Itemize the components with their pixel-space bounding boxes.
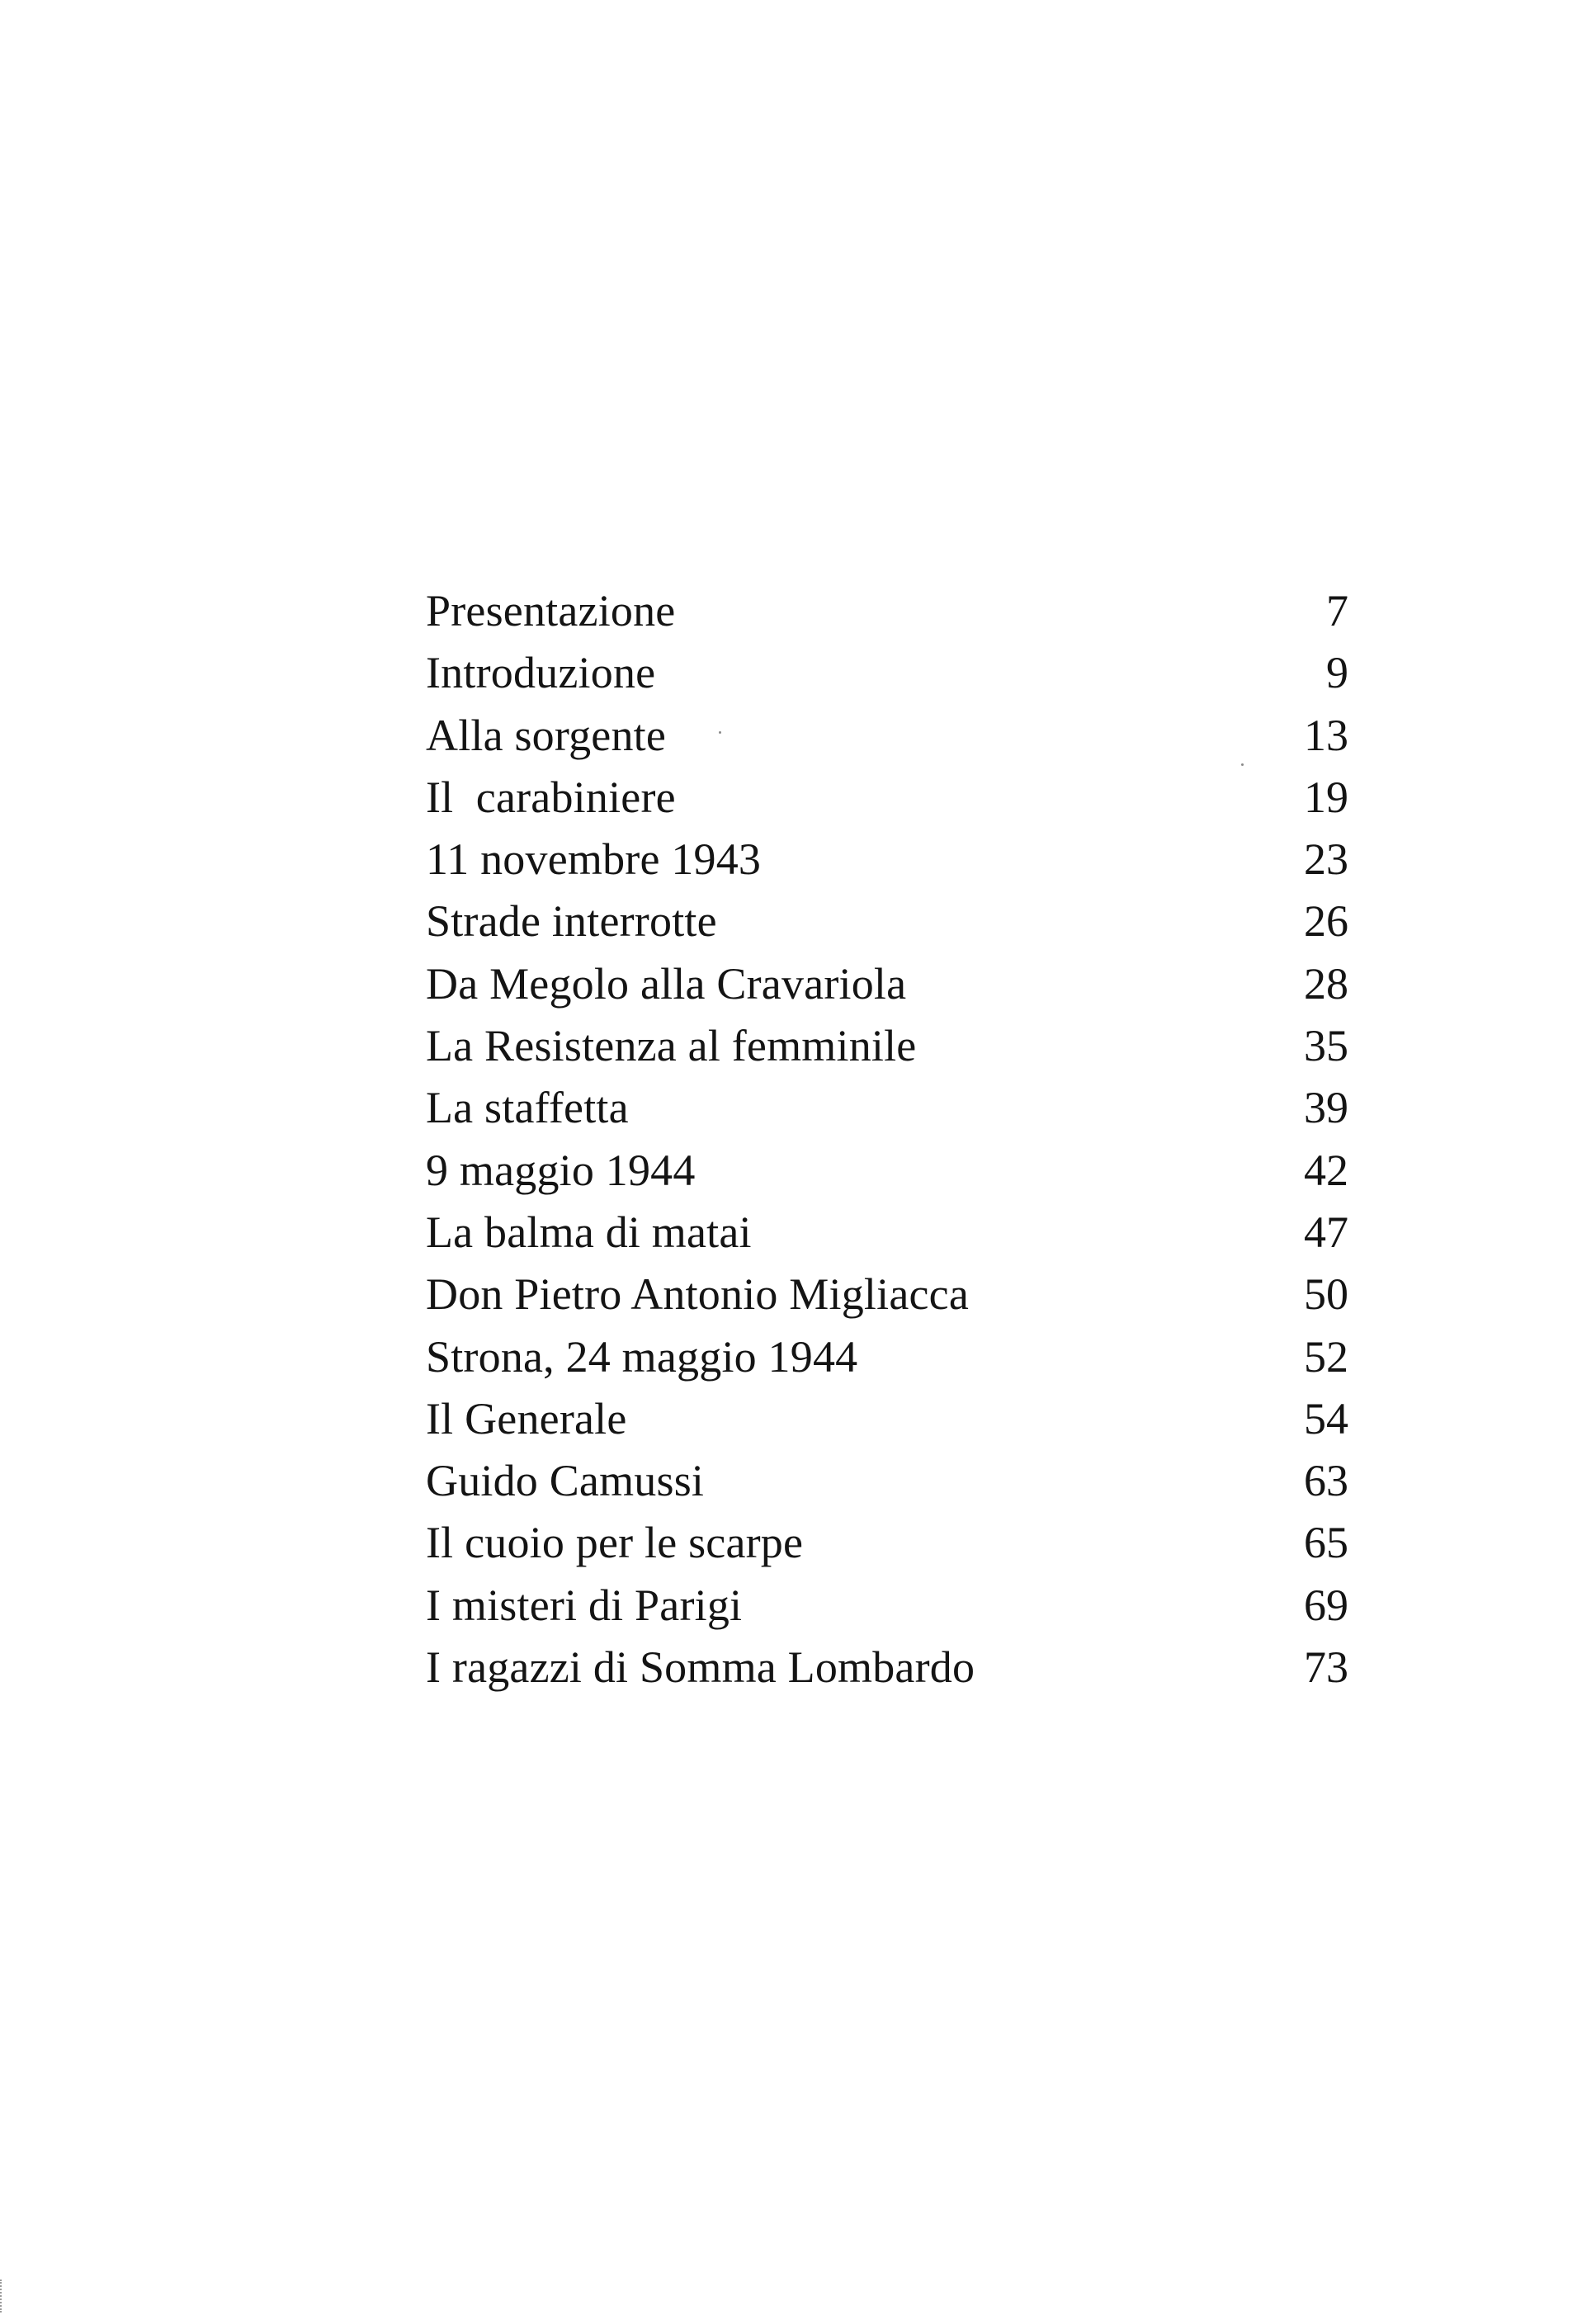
toc-entry-title: I misteri di Parigi (426, 1580, 743, 1630)
toc-entry (426, 705, 1348, 767)
toc-entry (426, 1015, 1348, 1077)
toc-entry-title: La staffetta (426, 1083, 629, 1133)
toc-entry-page-number: 9 (1326, 648, 1348, 698)
toc-entry-page-number: 35 (1304, 1021, 1348, 1071)
toc-entry-page-number: 42 (1304, 1145, 1348, 1195)
toc-entry (426, 1077, 1348, 1139)
toc-entry-page-number: 69 (1304, 1580, 1348, 1630)
toc-entry-page-number: 63 (1304, 1456, 1348, 1506)
toc-entry-page-number: 26 (1304, 896, 1348, 947)
toc-entry-title: La balma di matai (426, 1207, 752, 1257)
toc-entry (426, 1388, 1348, 1450)
toc-entry-title: Il Generale (426, 1393, 627, 1443)
toc-entry-page-number: 7 (1326, 586, 1348, 635)
toc-entry-title: Strade interrotte (426, 896, 717, 947)
toc-entry (426, 1512, 1348, 1574)
toc-entry (426, 1264, 1348, 1325)
scan-speck (719, 731, 721, 734)
toc-entry-title: Il cuoio per le scarpe (426, 1518, 804, 1568)
toc-entry (426, 829, 1348, 891)
toc-entry-page-number: 73 (1304, 1642, 1348, 1693)
toc-entry-page-number: 23 (1304, 834, 1348, 885)
toc-entry-title: La Resistenza al femminile (426, 1021, 917, 1071)
toc-entry-title: Introduzione (426, 648, 656, 698)
toc-entry-title: Strona, 24 maggio 1944 (426, 1331, 858, 1382)
toc-entry-title: Presentazione (426, 586, 676, 635)
toc-entry (426, 1140, 1348, 1202)
toc-entry (426, 953, 1348, 1015)
toc-entry-title: Il carabiniere (426, 772, 676, 822)
toc-entry-page-number: 52 (1304, 1331, 1348, 1382)
toc-entry (426, 1202, 1348, 1264)
toc-entry (426, 642, 1348, 704)
toc-entry-page-number: 50 (1304, 1269, 1348, 1320)
scan-speck (1241, 763, 1244, 766)
scan-edge-mark (0, 2280, 17, 2313)
toc-entry (426, 580, 1348, 642)
toc-entry (426, 1575, 1348, 1637)
toc-entry-title: Guido Camussi (426, 1456, 705, 1506)
table-of-contents (426, 580, 1348, 1698)
toc-entry-title: 9 maggio 1944 (426, 1145, 696, 1195)
toc-entry-page-number: 39 (1304, 1083, 1348, 1133)
toc-entry-title: I ragazzi di Somma Lombardo (426, 1642, 975, 1693)
toc-entry-page-number: 19 (1304, 772, 1348, 822)
toc-entry-page-number: 65 (1304, 1518, 1348, 1568)
toc-entry-title: 11 novembre 1943 (426, 834, 762, 885)
toc-entry-title: Don Pietro Antonio Migliacca (426, 1269, 970, 1320)
toc-entry-page-number: 47 (1304, 1207, 1348, 1257)
toc-entry-title: Alla sorgente (426, 710, 667, 760)
toc-entry-page-number: 13 (1304, 710, 1348, 760)
toc-entry-title: Da Megolo alla Cravariola (426, 958, 907, 1009)
toc-entry (426, 1637, 1348, 1698)
toc-entry (426, 767, 1348, 829)
toc-entry-page-number: 28 (1304, 958, 1348, 1009)
toc-entry (426, 891, 1348, 952)
toc-entry (426, 1326, 1348, 1388)
toc-entry-page-number: 54 (1304, 1393, 1348, 1443)
toc-entry (426, 1450, 1348, 1512)
